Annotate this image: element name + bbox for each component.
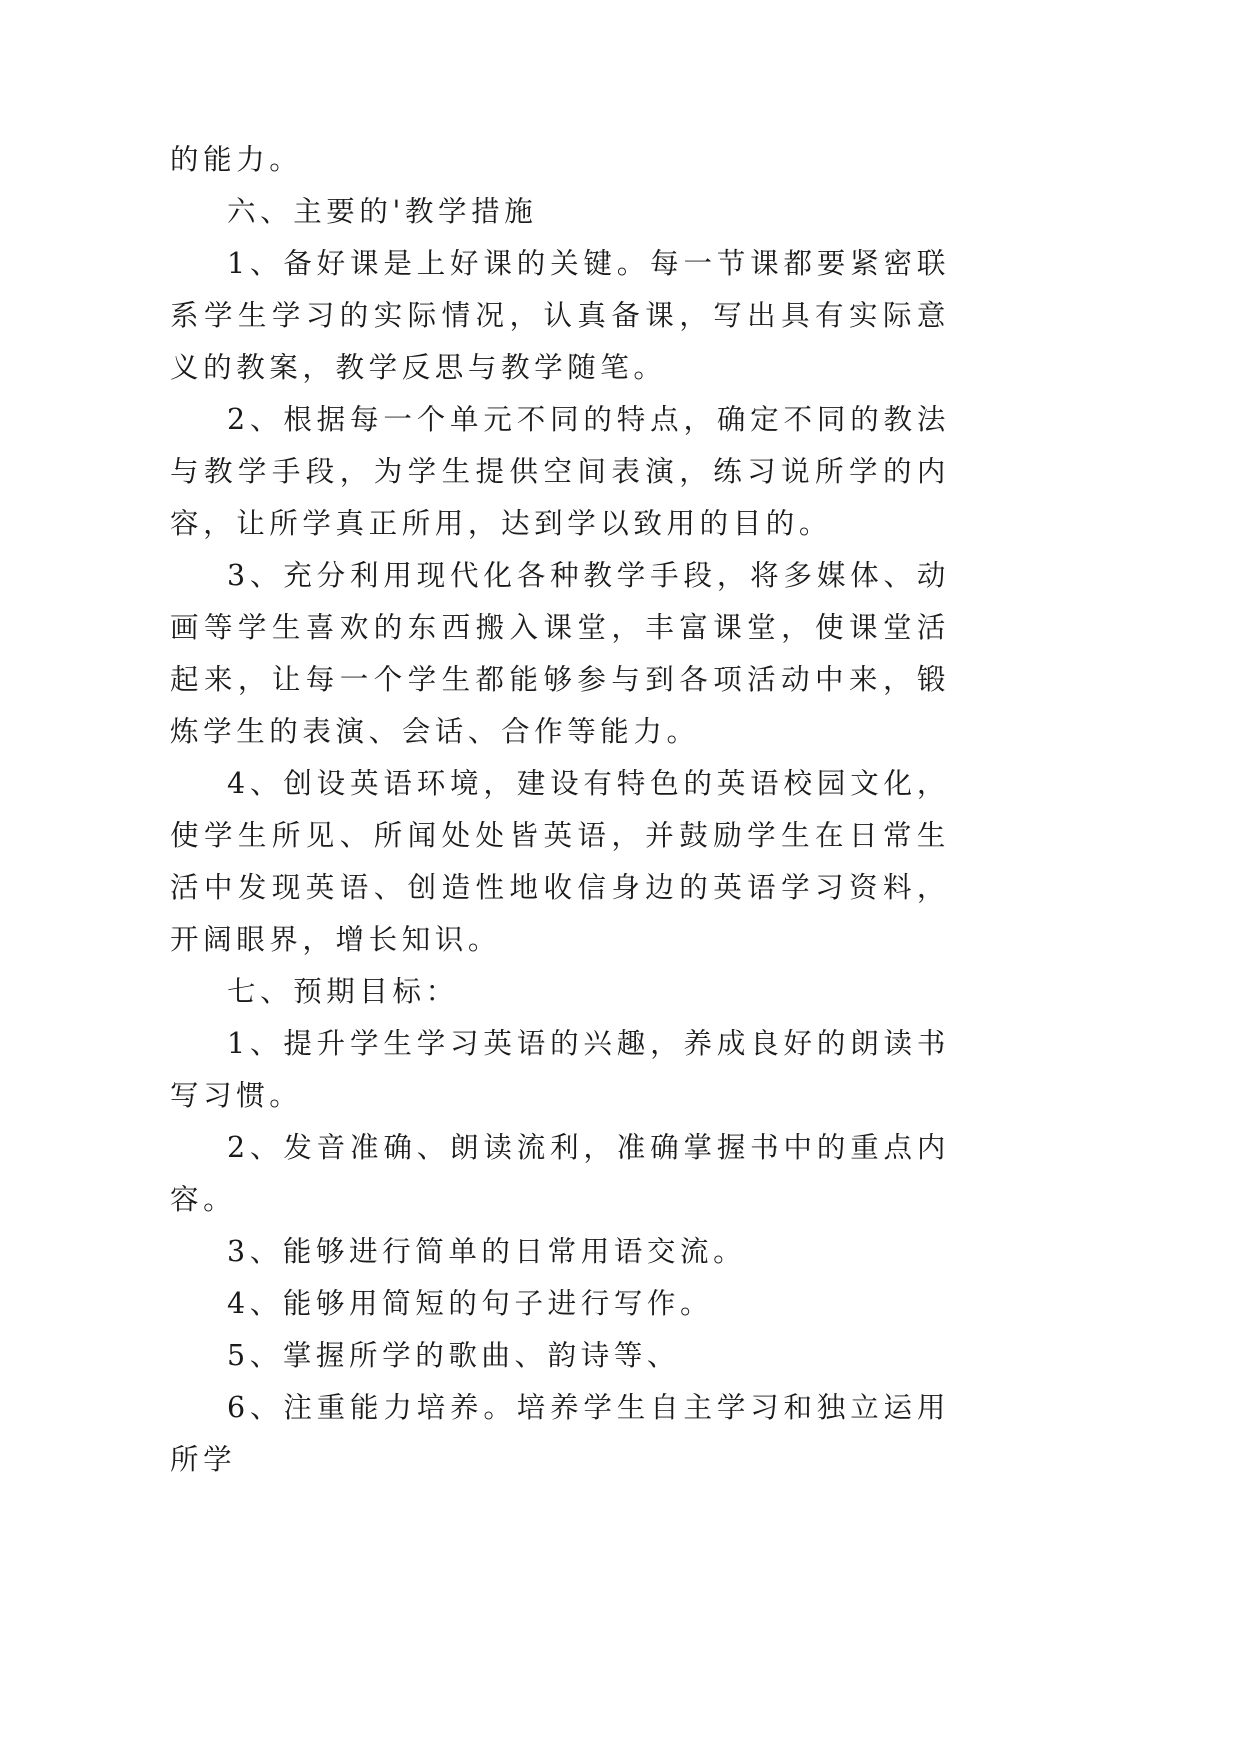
paragraph-measure-3: 3、充分利用现代化各种教学手段，将多媒体、动画等学生喜欢的东西搬入课堂，丰富课堂，使课堂活起来，让每一个学生都能够参与到各项活动中来，锻炼学生的表演、会话、合作等能力。: [170, 559, 950, 748]
section-heading-expected-goals: 七、预期目标：: [227, 975, 459, 1008]
document-body: [170, 134, 950, 1486]
paragraph-measure-1: 1、备好课是上好课的关键。每一节课都要紧密联系学生学习的实际情况，认真备课，写出具有实际意义的教案，教学反思与教学随笔。: [170, 247, 950, 384]
paragraph-measure-4: 4、创设英语环境，建设有特色的英语校园文化，使学生所见、所闻处处皆英语，并鼓励学生在日常生活中发现英语、创造性地收信身边的英语学习资料，开阔眼界，增长知识。: [170, 767, 950, 956]
paragraph-goal-3: 3、能够进行简单的日常用语交流。: [227, 1235, 747, 1268]
paragraph-goal-5: 5、掌握所学的歌曲、韵诗等、: [227, 1339, 681, 1372]
paragraph-goal-2: 2、发音准确、朗读流利，准确掌握书中的重点内容。: [170, 1131, 950, 1216]
paragraph-goal-1: 1、提升学生学习英语的兴趣，养成良好的朗读书写习惯。: [170, 1027, 950, 1112]
paragraph-goal-4: 4、能够用简短的句子进行写作。: [227, 1287, 714, 1320]
paragraph-goal-6: 6、注重能力培养。培养学生自主学习和独立运用所学: [170, 1391, 950, 1476]
section-heading-teaching-measures: 六、主要的'教学措施: [227, 195, 538, 228]
paragraph-measure-2: 2、根据每一个单元不同的特点，确定不同的教法与教学手段，为学生提供空间表演，练习说所学的内容，让所学真正所用，达到学以致用的目的。: [170, 403, 950, 540]
paragraph-continuation: 的能力。: [170, 143, 303, 176]
